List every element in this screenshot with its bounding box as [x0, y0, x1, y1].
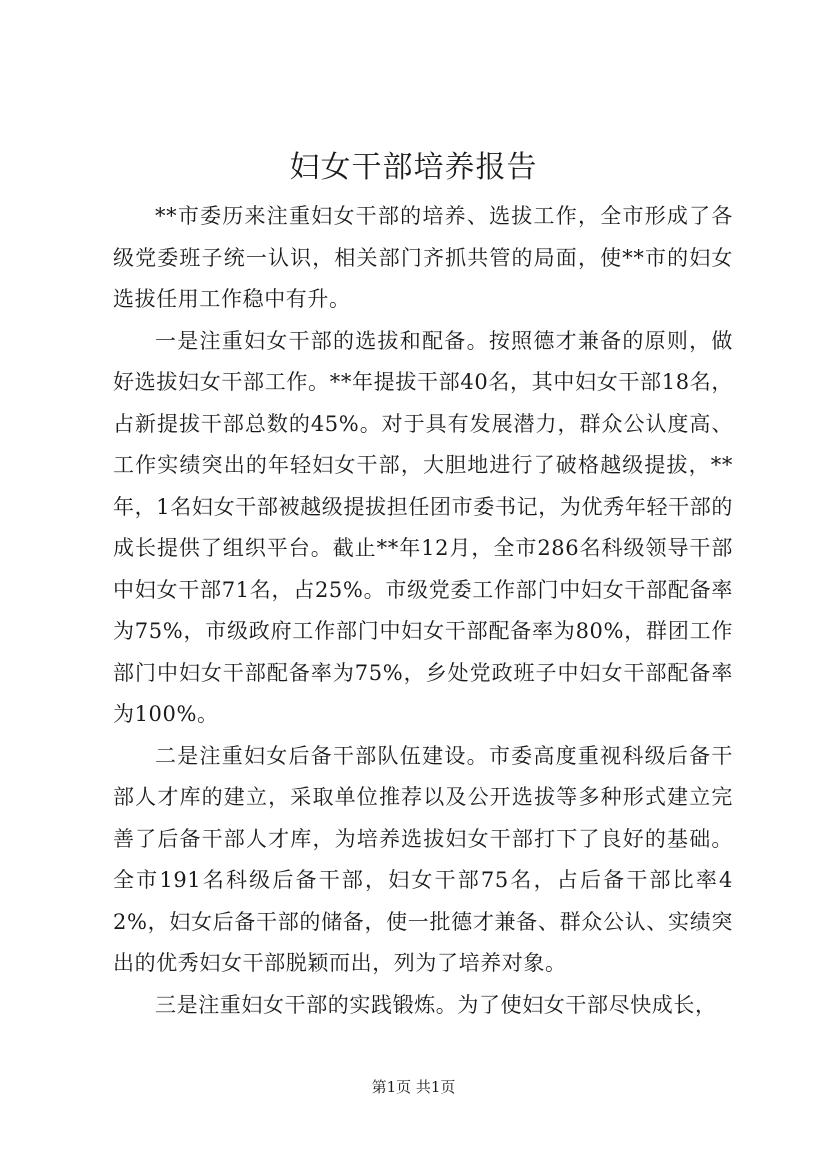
paragraph-reserve: 二是注重妇女后备干部队伍建设。市委高度重视科级后备干部人才库的建立，采取单位推荐以及公开选拔等多种形式建立完善了后备干部人才库，为培养选拔妇女干部打下了良好的基础。全市191名科级后备干部，妇女干部75名，占后备干部比率42%，妇女后备干部的储备，使一批德才兼备、群众公认、实绩突出的优秀妇女干部脱颖而出，列为了培养对象。: [113, 743, 733, 975]
page-footer: 第1页 共1页: [371, 1078, 456, 1096]
paragraph-selection: 一是注重妇女干部的选拔和配备。按照德才兼备的原则，做好选拔妇女干部工作。**年提拔干部40名，其中妇女干部18名，占新提拔干部总数的45%。对于具有发展潜力，群众公认度高、工作实绩突出的年轻妇女干部，大胆地进行了破格越级提拔，**年，1名妇女干部被越级提拔担任团市委书记，为优秀年轻干部的成长提供了组织平台。截止**年12月，全市286名科级领导干部中妇女干部71名，占25%。市级党委工作部门中妇女干部配备率为75%，市级政府工作部门中妇女干部配备率为80%，群团工作部门中妇女干部配备率为75%，乡处党政班子中妇女干部配备率为100%。: [113, 328, 733, 726]
paragraph-intro: **市委历来注重妇女干部的培养、选拔工作，全市形成了各级党委班子统一认识，相关部门齐抓共管的局面，使**市的妇女选拔任用工作稳中有升。: [113, 204, 733, 311]
document-title: 妇女干部培养报告: [289, 150, 538, 185]
document-body: [113, 196, 733, 1026]
paragraph-practice: 三是注重妇女干部的实践锻炼。为了使妇女干部尽快成长，: [155, 992, 717, 1017]
